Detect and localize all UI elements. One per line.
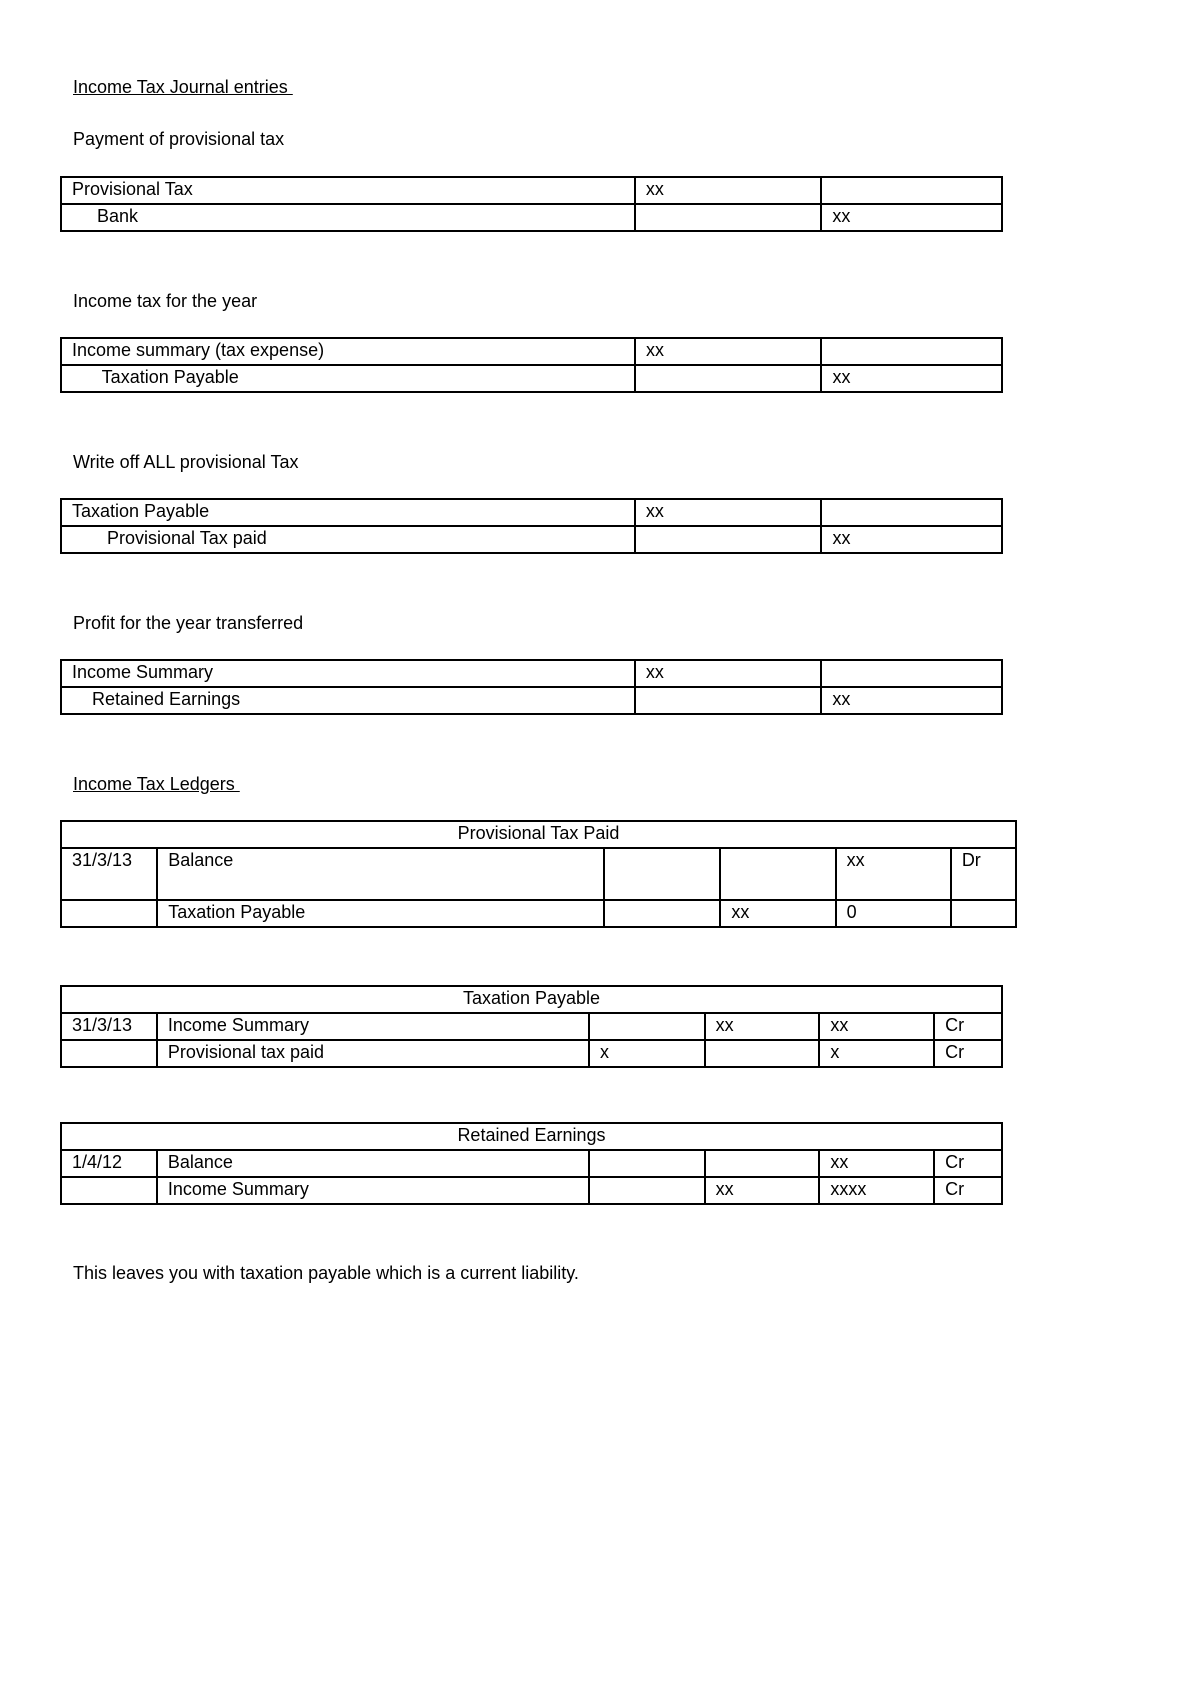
account-cell: Income summary (tax expense) <box>61 338 635 365</box>
table-row <box>61 1123 1002 1150</box>
credit-cell: xx <box>821 204 1002 231</box>
details-cell: Provisional tax paid <box>157 1040 589 1067</box>
cr-cell: xx <box>705 1177 820 1204</box>
cr-cell <box>705 1150 820 1177</box>
table-row <box>61 365 1002 392</box>
dr-cell <box>589 1177 705 1204</box>
credit-cell <box>821 177 1002 204</box>
balance-cell: xx <box>819 1150 934 1177</box>
journal-table-income-tax <box>60 337 1003 393</box>
account-cell: Taxation Payable <box>61 365 635 392</box>
dr-cell: x <box>589 1040 705 1067</box>
cr-cell <box>720 848 835 900</box>
details-cell: Taxation Payable <box>157 900 604 927</box>
account-cell: Taxation Payable <box>61 499 635 526</box>
table-row <box>61 660 1002 687</box>
balance-cell: 0 <box>836 900 951 927</box>
debit-cell: xx <box>635 660 822 687</box>
debit-cell: xx <box>635 177 822 204</box>
side-cell: Cr <box>934 1177 1002 1204</box>
table-row <box>61 900 1016 927</box>
dr-cell <box>604 848 720 900</box>
ledger-taxation-payable <box>60 985 1003 1068</box>
credit-cell <box>821 499 1002 526</box>
side-cell: Cr <box>934 1150 1002 1177</box>
side-cell: Cr <box>934 1013 1002 1040</box>
ledger-retained-earnings <box>60 1122 1003 1205</box>
table-row <box>61 687 1002 714</box>
cr-cell: xx <box>705 1013 820 1040</box>
debit-cell <box>635 687 822 714</box>
dr-cell <box>604 900 720 927</box>
details-cell: Income Summary <box>157 1013 589 1040</box>
table-row <box>61 338 1002 365</box>
balance-cell: x <box>819 1040 934 1067</box>
journal-heading-profit: Profit for the year transferred <box>73 613 304 633</box>
date-cell <box>61 1177 157 1204</box>
debit-cell <box>635 204 822 231</box>
table-row <box>61 204 1002 231</box>
date-cell: 1/4/12 <box>61 1150 157 1177</box>
account-cell: Bank <box>61 204 635 231</box>
table-row <box>61 499 1002 526</box>
balance-cell: xx <box>836 848 951 900</box>
journal-title: Income Tax Journal entries <box>73 77 293 97</box>
credit-cell <box>821 660 1002 687</box>
debit-cell <box>635 526 822 553</box>
details-cell: Income Summary <box>157 1177 589 1204</box>
credit-cell: xx <box>821 365 1002 392</box>
account-cell: Retained Earnings <box>61 687 635 714</box>
ledger-title: Provisional Tax Paid <box>61 821 1016 848</box>
table-row <box>61 1177 1002 1204</box>
account-cell: Income Summary <box>61 660 635 687</box>
details-cell: Balance <box>157 1150 589 1177</box>
debit-cell: xx <box>635 499 822 526</box>
account-cell: Provisional Tax <box>61 177 635 204</box>
journal-table-write-off <box>60 498 1003 554</box>
table-row <box>61 177 1002 204</box>
date-cell <box>61 900 157 927</box>
ledger-title: Retained Earnings <box>61 1123 1002 1150</box>
cr-cell <box>705 1040 820 1067</box>
side-cell: Cr <box>934 1040 1002 1067</box>
debit-cell <box>635 365 821 392</box>
balance-cell: xx <box>819 1013 934 1040</box>
table-row <box>61 1150 1002 1177</box>
date-cell <box>61 1040 157 1067</box>
cr-cell: xx <box>720 900 835 927</box>
journal-table-profit <box>60 659 1003 715</box>
balance-cell: xxxx <box>819 1177 934 1204</box>
closing-note: This leaves you with taxation payable which is a current liability. <box>73 1263 579 1283</box>
date-cell: 31/3/13 <box>61 848 157 900</box>
table-row <box>61 986 1002 1013</box>
credit-cell: xx <box>821 687 1002 714</box>
table-row <box>61 821 1016 848</box>
table-row <box>61 1013 1002 1040</box>
journal-table-payment <box>60 176 1003 232</box>
credit-cell: xx <box>821 526 1002 553</box>
dr-cell <box>589 1150 705 1177</box>
ledger-title: Taxation Payable <box>61 986 1002 1013</box>
date-cell: 31/3/13 <box>61 1013 157 1040</box>
side-cell: Dr <box>951 848 1016 900</box>
ledger-provisional-tax-paid <box>60 820 1017 928</box>
ledgers-title: Income Tax Ledgers <box>73 774 240 794</box>
side-cell <box>951 900 1016 927</box>
dr-cell <box>589 1013 705 1040</box>
debit-cell: xx <box>635 338 821 365</box>
table-row <box>61 526 1002 553</box>
table-row <box>61 848 1016 900</box>
journal-heading-income-tax: Income tax for the year <box>73 291 258 311</box>
table-row <box>61 1040 1002 1067</box>
journal-heading-payment: Payment of provisional tax <box>73 129 285 149</box>
details-cell: Balance <box>157 848 604 900</box>
account-cell: Provisional Tax paid <box>61 526 635 553</box>
journal-heading-write-off: Write off ALL provisional Tax <box>73 452 299 472</box>
credit-cell <box>821 338 1002 365</box>
